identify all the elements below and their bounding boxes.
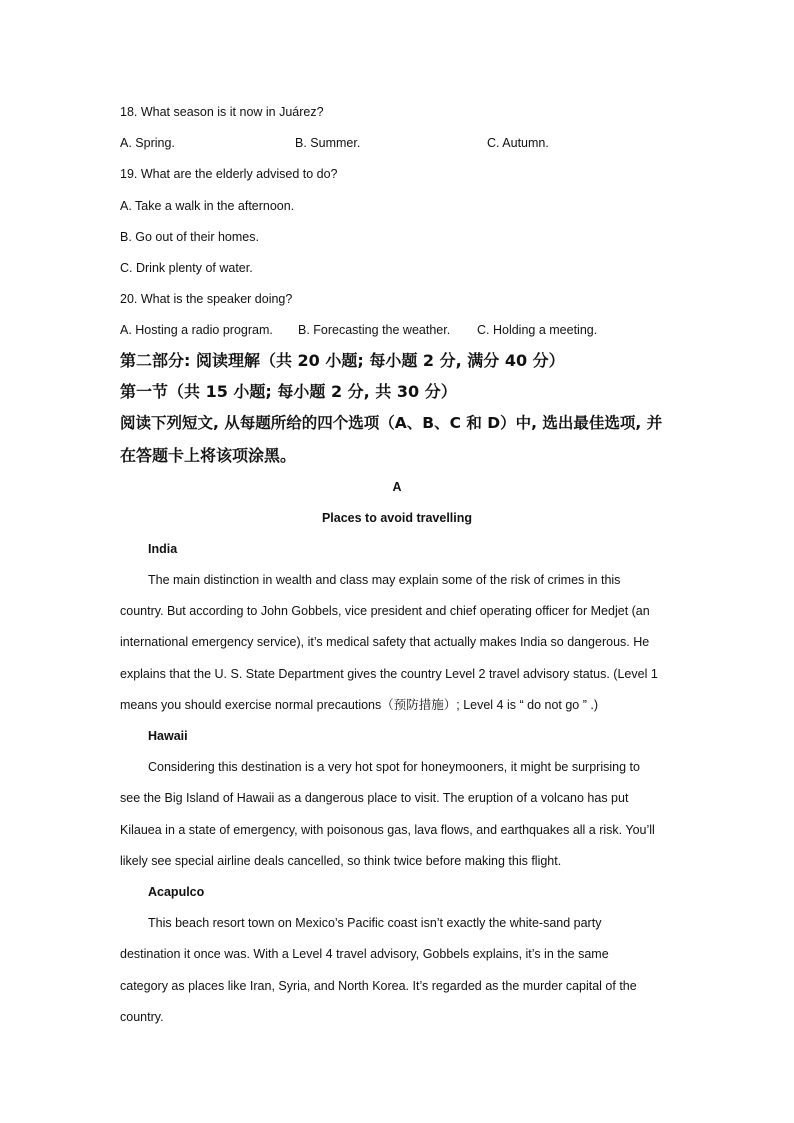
question-19: 19. What are the elderly advised to do? bbox=[120, 167, 338, 181]
question-18: 18. What season is it now in Juárez? bbox=[120, 105, 324, 119]
q18-option-b: B. Summer. bbox=[295, 136, 361, 150]
q18-option-a: A. Spring. bbox=[120, 136, 175, 150]
passage-title: Places to avoid travelling bbox=[321, 511, 473, 525]
india-line-4: explains that the U. S. State Department gives the country Level 2 travel advisory status. (Level 1 bbox=[120, 667, 658, 681]
hawaii-line-4: likely see special airline deals cancelled, so think twice before making this flight. bbox=[120, 854, 562, 868]
acapulco-line-2: destination it once was. With a Level 4 travel advisory, Gobbels explains, it’s in the same bbox=[120, 947, 609, 961]
instruction-line-2: 在答题卡上将该项涂黑。 bbox=[120, 446, 297, 465]
hawaii-line-3: Kilauea in a state of emergency, with poisonous gas, lava flows, and earthquakes all a risk. You’ll bbox=[120, 823, 655, 837]
q20-option-a: A. Hosting a radio program. bbox=[120, 323, 273, 337]
q19-option-a: A. Take a walk in the afternoon. bbox=[120, 199, 295, 213]
q20-option-b: B. Forecasting the weather. bbox=[298, 323, 451, 337]
hawaii-line-2: see the Big Island of Hawaii as a dangerous place to visit. The eruption of a volcano has put bbox=[120, 791, 629, 805]
heading-hawaii: Hawaii bbox=[148, 729, 188, 743]
instruction-line-1: 阅读下列短文, 从每题所给的四个选项（A、B、C 和 D）中, 选出最佳选项, 并 bbox=[120, 414, 663, 432]
heading-india: India bbox=[148, 542, 178, 556]
acapulco-line-1: This beach resort town on Mexico’s Pacific coast isn’t exactly the white-sand party bbox=[148, 916, 602, 930]
heading-acapulco: Acapulco bbox=[148, 885, 205, 899]
subsection-title: 第一节（共 15 小题; 每小题 2 分, 共 30 分） bbox=[120, 382, 457, 401]
question-20: 20. What is the speaker doing? bbox=[120, 292, 293, 306]
q18-option-c: C. Autumn. bbox=[487, 136, 549, 150]
q19-option-b: B. Go out of their homes. bbox=[120, 230, 259, 244]
acapulco-line-4: country. bbox=[120, 1010, 164, 1024]
hawaii-line-1: Considering this destination is a very hot spot for honeymooners, it might be surprising to bbox=[148, 760, 640, 774]
acapulco-line-3: category as places like Iran, Syria, and North Korea. It’s regarded as the murder capital of the bbox=[120, 979, 637, 993]
q20-option-c: C. Holding a meeting. bbox=[477, 323, 598, 337]
india-line-2: country. But according to John Gobbels, vice president and chief operating officer for Medjet (an bbox=[120, 604, 650, 618]
part-title: 第二部分: 阅读理解（共 20 小题; 每小题 2 分, 满分 40 分） bbox=[120, 351, 565, 370]
passage-letter: A bbox=[392, 480, 402, 494]
india-line-1: The main distinction in wealth and class may explain some of the risk of crimes in this bbox=[148, 573, 621, 587]
india-line-3: international emergency service), it’s medical safety that actually makes India so dangerous. He bbox=[120, 635, 650, 649]
india-line-5: means you should exercise normal precautions（预防措施）; Level 4 is “ do not go ” .) bbox=[120, 698, 598, 712]
q19-option-c: C. Drink plenty of water. bbox=[120, 261, 253, 275]
